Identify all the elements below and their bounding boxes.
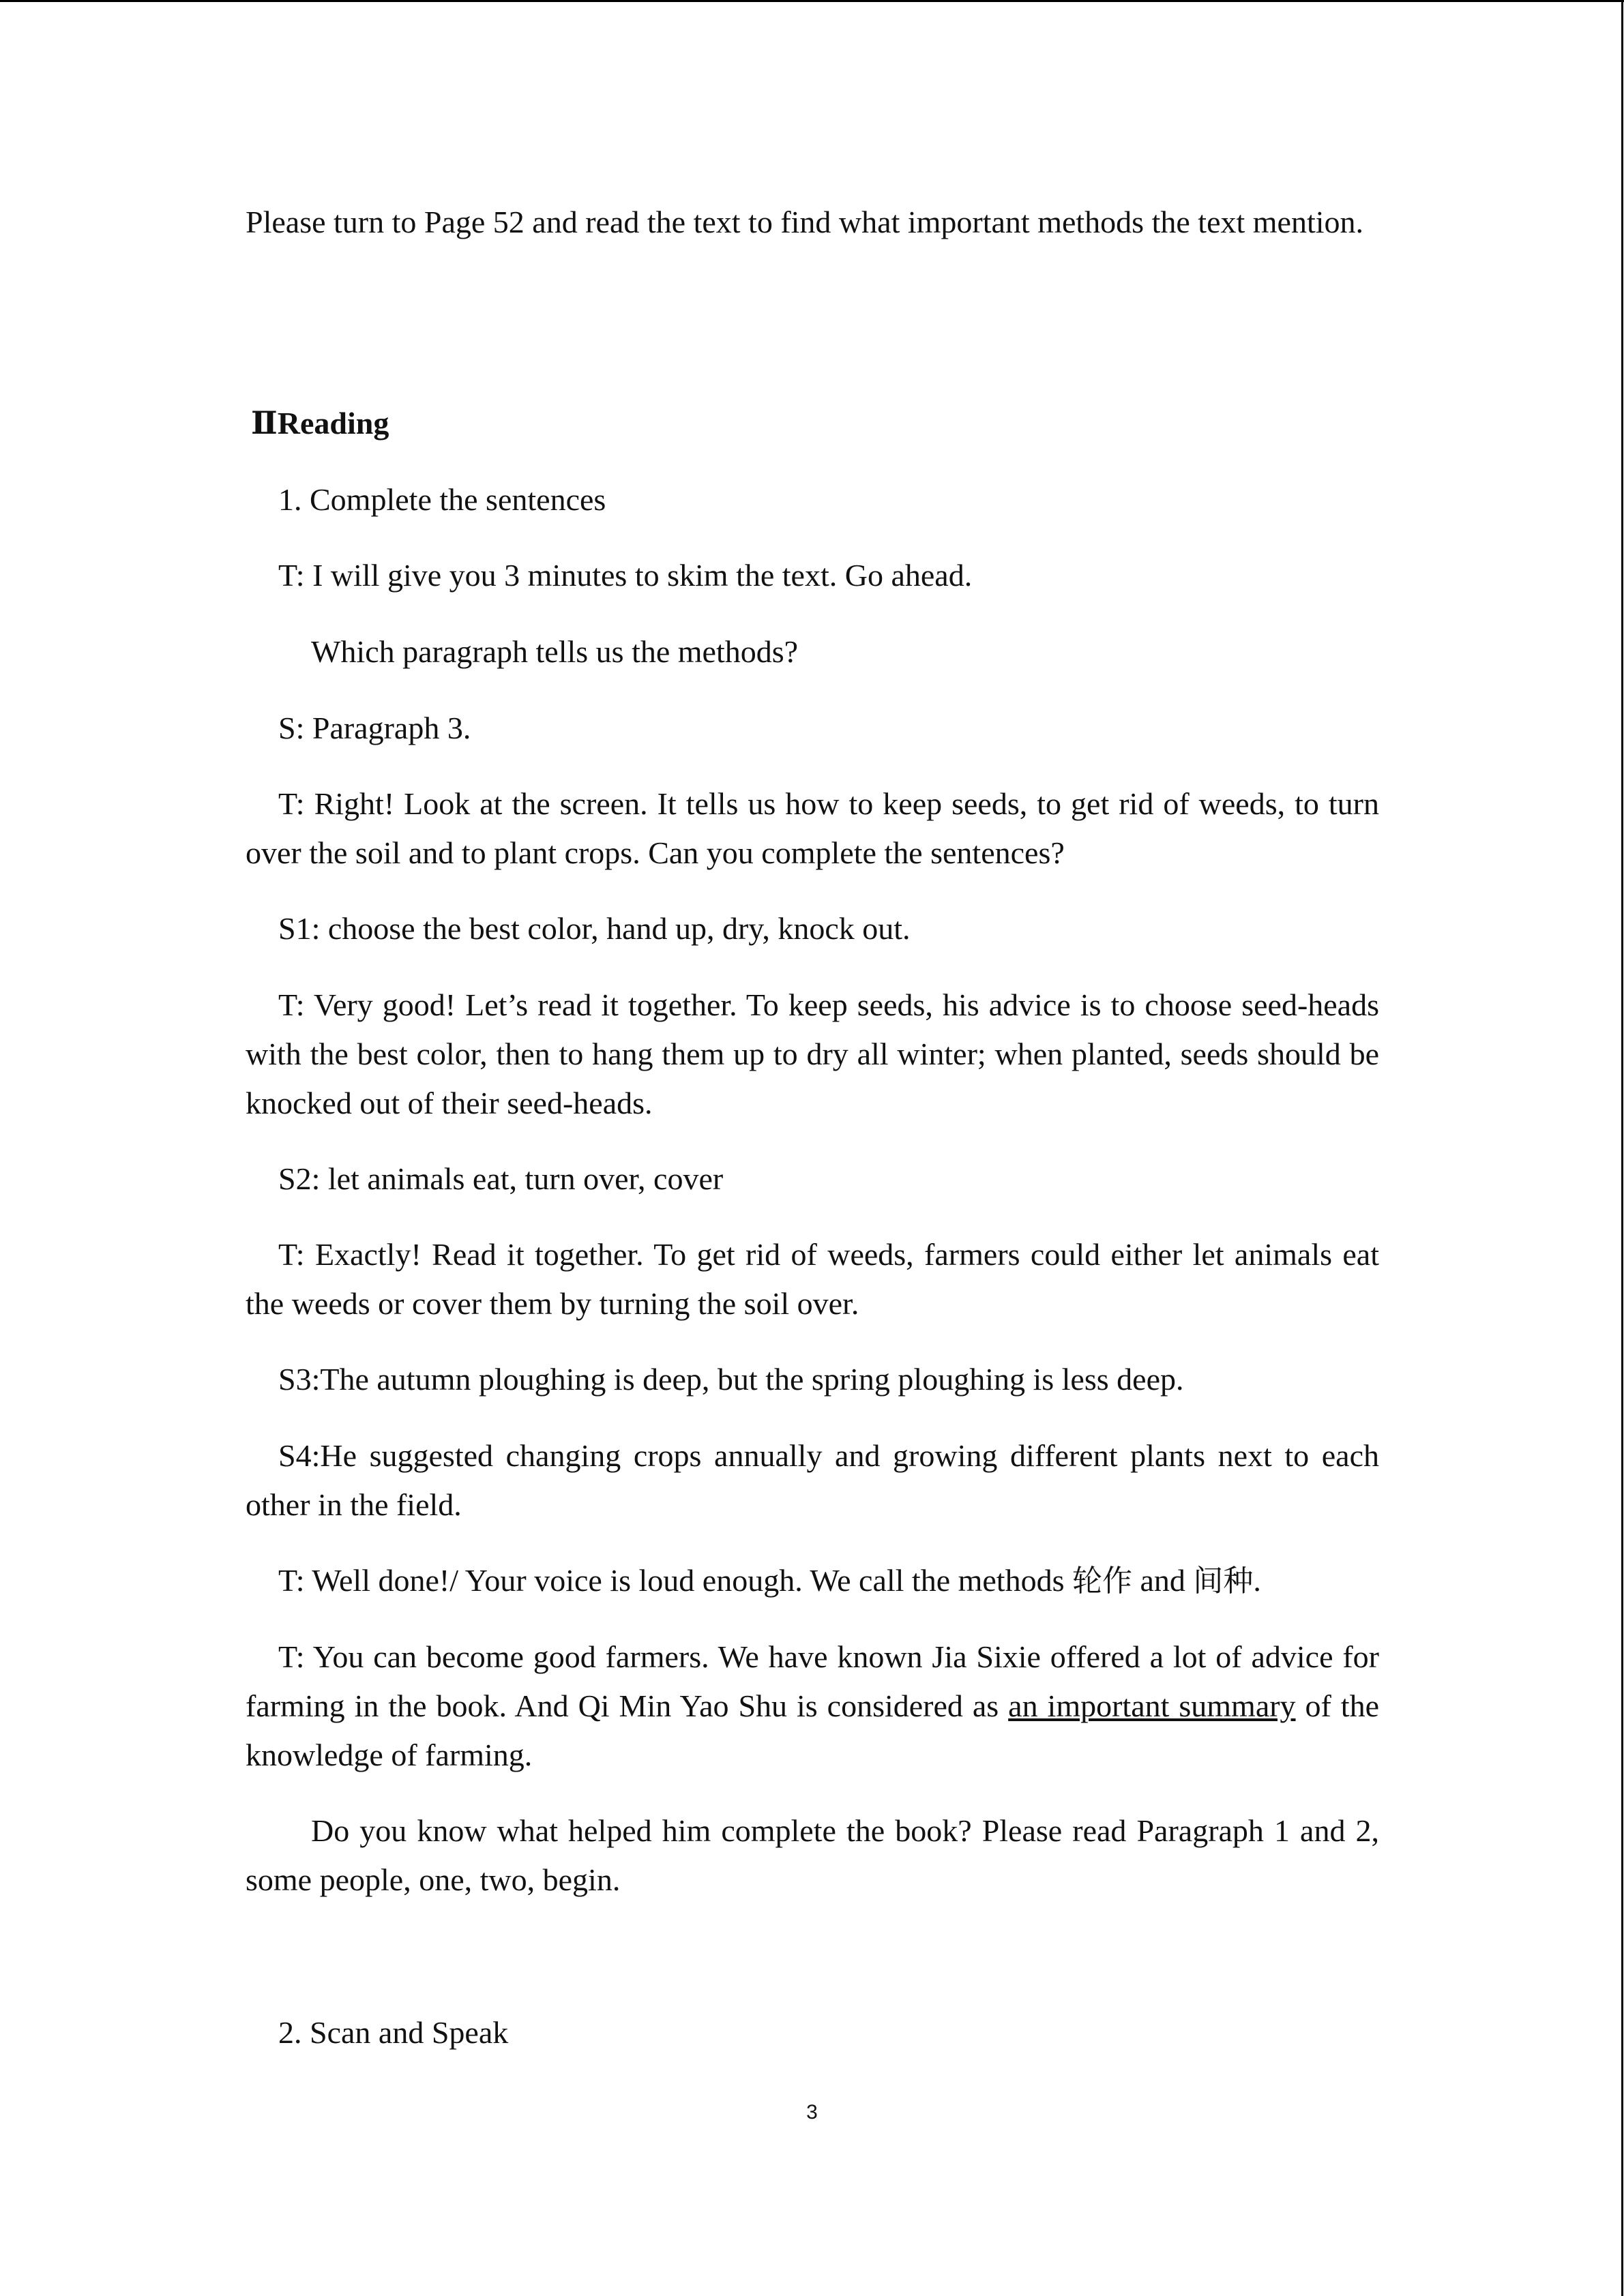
teacher-line-methods-text: T: Well done!/ Your voice is loud enough. We call the methods (278, 1563, 1072, 1598)
teacher-line-seeds: T: Very good! Let’s read it together. To keep seeds, his advice is to choose seed-heads with the best color, then to hang them up to dry all winter; when planted, seeds should be knocked out of their seed-heads. (246, 987, 1379, 1120)
page-number: 3 (806, 2101, 818, 2123)
teacher-line-screen: T: Right! Look at the screen. It tells us how to keep seeds, to get rid of weeds, to turn over the soil and to plant crops. Can you complete the sentences? (246, 786, 1379, 870)
student4-answer: S4:He suggested changing crops annually and growing different plants next to each other in the field. (246, 1438, 1379, 1522)
section-heading-reading: ⅡReading (251, 406, 389, 441)
teacher-line-summary (246, 1632, 1379, 1780)
underlined-phrase: an important summary (1008, 1688, 1296, 1723)
teacher-line-summary-end: of the knowledge of farming. (246, 1688, 1379, 1772)
student3-answer: S3:The autumn ploughing is deep, but the spring ploughing is less deep. (278, 1362, 1184, 1397)
teacher-line-methods (246, 1556, 1379, 1606)
teacher-line-read-paragraphs: Do you know what helped him complete the book? Please read Paragraph 1 and 2, some people, one, two, begin. (246, 1813, 1379, 1897)
top-border-line (0, 0, 1624, 2)
teacher-line-summary-text: T: You can become good farmers. We have known Jia Sixie offered a lot of advice for farming in the book. And Qi Min Yao Shu is considered as (246, 1639, 1379, 1723)
right-border-line (1621, 0, 1623, 2296)
teacher-line-methods-period: . (1253, 1563, 1261, 1598)
complete-sentences-title: 1. Complete the sentences (278, 482, 606, 517)
method-term-intercropping: 间种 (1193, 1564, 1254, 1598)
method-term-rotation: 轮作 (1072, 1564, 1132, 1598)
teacher-line-skim: T: I will give you 3 minutes to skim the text. Go ahead. (278, 558, 973, 593)
student2-answer: S2: let animals eat, turn over, cover (278, 1161, 724, 1196)
teacher-line-methods-and: and (1132, 1563, 1194, 1598)
intro-paragraph: Please turn to Page 52 and read the text to find what important methods the text mention. (246, 205, 1364, 239)
student-answer-paragraph: S: Paragraph 3. (278, 711, 471, 745)
student1-answer: S1: choose the best color, hand up, dry, knock out. (278, 911, 911, 946)
scan-and-speak-title: 2. Scan and Speak (278, 2015, 509, 2050)
teacher-question-paragraph: Which paragraph tells us the methods? (311, 634, 799, 669)
teacher-line-weeds: T: Exactly! Read it together. To get rid of weeds, farmers could either let animals eat the weeds or cover them by turning the soil over. (246, 1237, 1379, 1321)
